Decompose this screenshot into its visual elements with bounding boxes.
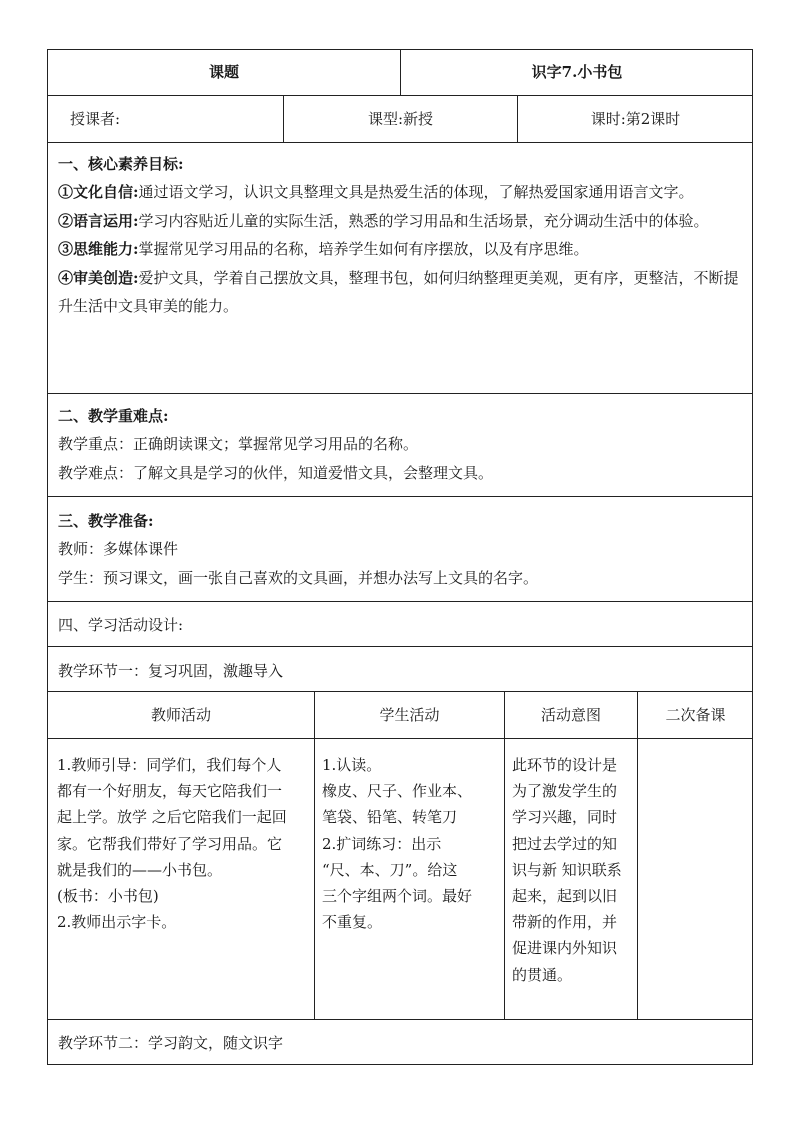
col-header-intent: 活动意图 (540, 706, 601, 724)
section-heading: 一、核心素养目标: (58, 155, 184, 173)
text-line: 2.教师出示字卡。 (57, 913, 177, 932)
goal-item: ②语言运用:学习内容贴近儿童的实际生活，熟悉的学习用品和生活场景，充分调动生活中的体验。 (58, 211, 709, 230)
teacher-field: 授课者: (70, 110, 121, 128)
col-header-student: 学生活动 (379, 706, 440, 724)
stage-one-title: 教学环节一：复习巩固，激趣导入 (58, 662, 284, 680)
rule (47, 496, 753, 497)
col-header-remark: 二次备课 (665, 706, 726, 724)
stage-two-title: 教学环节二：学习韵文，随文识字 (58, 1034, 284, 1052)
rule (47, 738, 753, 739)
goal-item: ①文化自信:通过语文学习，认识文具整理文具是热爱生活的体现，了解热爱国家通用语言文字。 (58, 183, 694, 202)
rule (47, 393, 753, 394)
teacher-prep: 教师：多媒体课件 (58, 540, 179, 559)
text-line: 此环节的设计是 (512, 756, 618, 774)
rule (47, 691, 753, 692)
lesson-period: 课时:第2课时 (590, 110, 681, 128)
header-label: 课题 (208, 63, 239, 81)
text-line: 就是我们的——小书包。 (57, 860, 223, 879)
text-line: 的贯通。 (512, 965, 573, 984)
text-line: 促进课内外知识 (512, 939, 618, 958)
text-line: 1.教师引导：同学们，我们每个人 (57, 756, 282, 774)
lesson-title: 识字7.小书包 (531, 63, 623, 81)
student-prep: 学生：预习课文，画一张自己喜欢的文具画，并想办法写上文具的名字。 (58, 568, 539, 587)
text-line: 都有一个好朋友，每天它陪我们一 (57, 782, 283, 801)
text-line: 起来，起到以旧 (512, 887, 618, 906)
text-line: 笔袋、铅笔、转笔刀 (322, 808, 458, 827)
section-heading: 四、学习活动设计: (58, 616, 184, 634)
text-line: 2.扩词练习：出示 (322, 834, 442, 853)
activity-intent (512, 752, 634, 988)
text-line: 起上学。放学 之后它陪我们一起回 (57, 808, 287, 827)
col-header-teacher: 教师活动 (150, 706, 211, 724)
rule (47, 1019, 753, 1020)
rule (47, 95, 753, 96)
section-heading: 二、教学重难点: (58, 407, 169, 425)
text-line: 不重复。 (322, 913, 383, 932)
student-activity (322, 752, 500, 935)
rule (504, 691, 505, 1019)
rule (47, 601, 753, 602)
lesson-type: 课型:新授 (367, 110, 434, 128)
rule (47, 142, 753, 143)
key-point: 教学重点：正确朗读课文；掌握常见学习用品的名称。 (58, 435, 419, 454)
text-line: 把过去学过的知 (512, 834, 618, 853)
rule (637, 691, 638, 1019)
text-line: 学习兴趣，同时 (512, 808, 618, 827)
difficult-point: 教学难点：了解文具是学习的伙伴，知道爱惜文具，会整理文具。 (58, 463, 494, 482)
rule (47, 646, 753, 647)
preparation-section (58, 507, 748, 592)
key-difficult-points-section (58, 402, 748, 487)
section-heading: 三、教学准备: (58, 512, 154, 530)
text-line: (板书：小书包) (57, 887, 159, 906)
text-line: “尺、本、刀”。给这 (322, 860, 458, 879)
text-line: 带新的作用，并 (512, 913, 618, 932)
goal-item: ③思维能力:掌握常见学习用品的名称，培养学生如何有序摆放，以及有序思维。 (58, 240, 589, 259)
text-line: 为了激发学生的 (512, 782, 618, 801)
goal-item: ④审美创造:爱护文具，学着自己摆放文具，整理书包，如何归纳整理更美观，更有序，更整洁，不断提升生活中文具审美的能力。 (58, 268, 739, 316)
text-line: 三个字组两个词。最好 (322, 887, 473, 906)
text-line: 1.认读。 (322, 756, 382, 774)
teacher-activity (57, 752, 309, 935)
core-goals-section (58, 150, 748, 320)
text-line: 家。它帮我们带好了学习用品。它 (57, 834, 283, 853)
rule (314, 691, 315, 1019)
text-line: 橡皮、尺子、作业本、 (322, 782, 473, 801)
text-line: 识与新 知识联系 (512, 860, 622, 879)
